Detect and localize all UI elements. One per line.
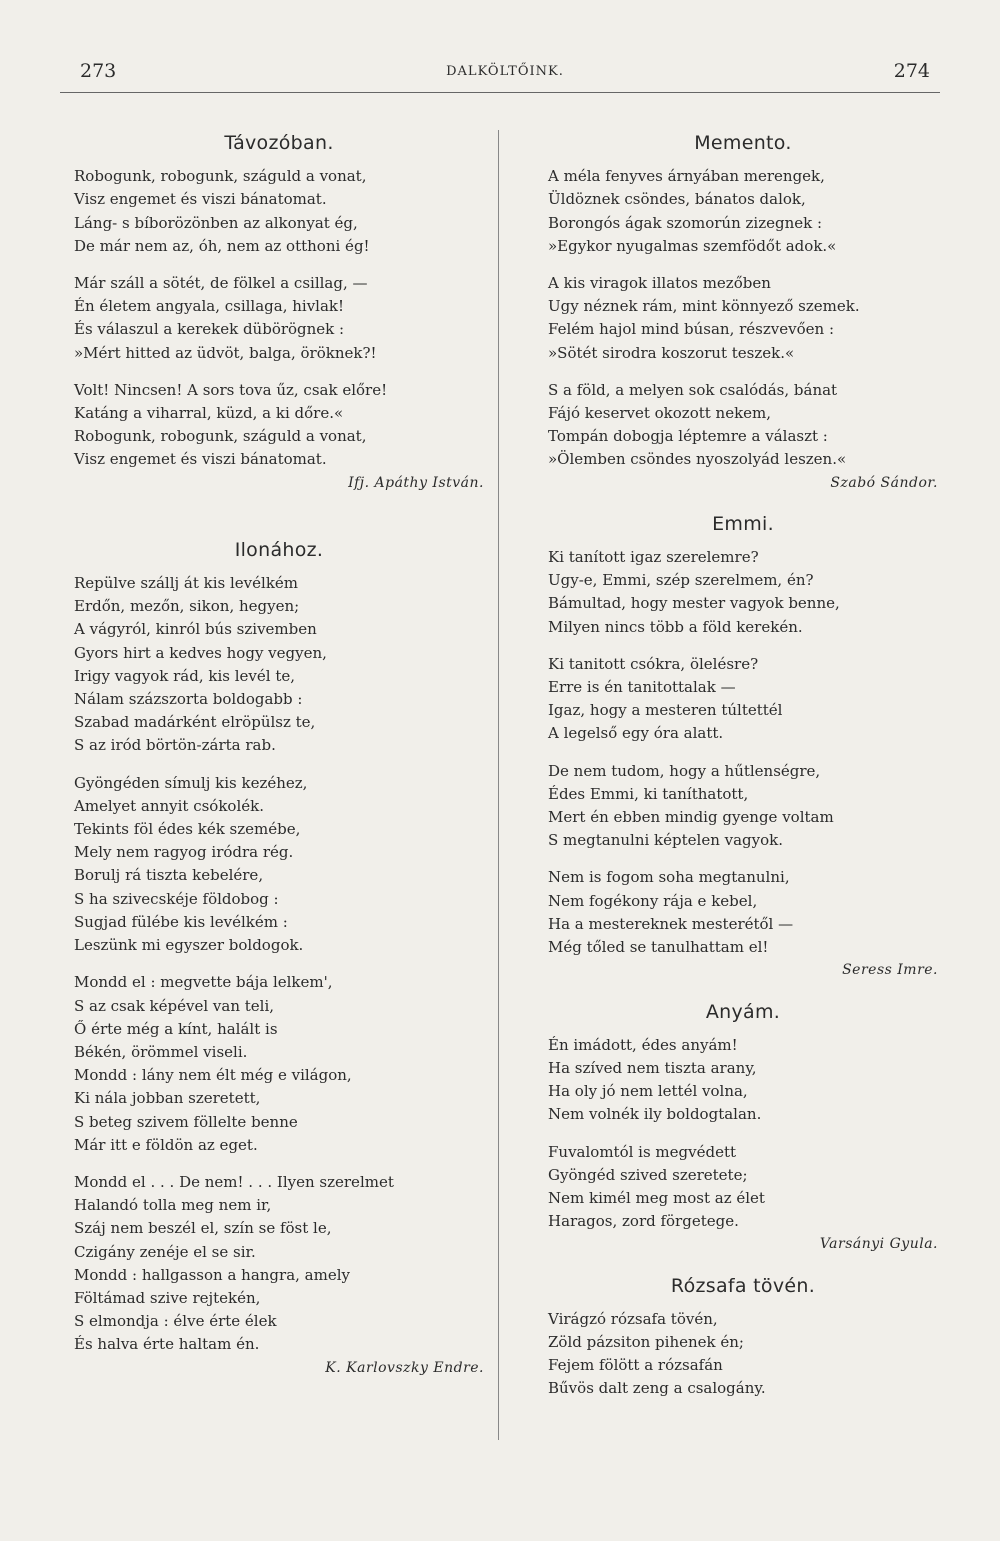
poem-title: Ilonához. [234,538,324,561]
verse-line: Volt! Nincsen! A sors tova űz, csak előre! [74,380,388,399]
verse-line: Fájó keservet okozott nekem, [548,404,772,423]
verse-line: S a föld, a melyen sok csalódás, bánat [548,380,838,399]
page-header [80,58,930,88]
poem [74,132,484,495]
verse-line: S elmondja : élve érte élek [74,1312,277,1331]
verse-line: Amelyet annyit csókolék. [74,796,264,815]
stanza [74,971,484,1157]
stanza [74,379,484,472]
verse-line: Visz engemet és viszi bánatomat. [74,190,327,209]
verse-line: Erdőn, mezőn, sikon, hegyen; [74,597,300,616]
verse-line: Mert én ebben mindig gyenge voltam [548,808,834,827]
poem-title: Anyám. [705,1000,781,1023]
verse-line: Föltámad szive rejtekén, [74,1288,261,1307]
verse-line: Czigány zenéje el se sir. [74,1242,256,1261]
verse-line: Mondd : hallgasson a hangra, amely [74,1265,350,1284]
verse-line: Zöld pázsiton pihenek én; [548,1332,744,1351]
stanza [74,572,484,758]
stanza [548,165,938,258]
verse-line: Ha a mestereknek mesterétől — [548,914,794,933]
verse-line: Láng- s bíborözönben az alkonyat ég, [74,213,358,232]
verse-line: A kis viragok illatos mezőben [548,274,771,293]
stanza [548,760,938,853]
verse-line: Gyöngéd szived szeretete; [548,1165,748,1184]
poem-author: Varsányi Gyula. [819,1236,938,1253]
poem-author: Szabó Sándor. [830,474,938,491]
verse-line: Ki tanított igaz szerelemre? [548,548,759,567]
verse-line: »Egykor nyugalmas szemfödőt adok.« [548,236,837,255]
verse-line: Gyors hirt a kedves hogy vegyen, [74,643,327,662]
verse-line: Mondd : lány nem élt még e világon, [74,1066,352,1085]
stanza [74,772,484,958]
poem [548,1275,938,1401]
verse-line: Már száll a sötét, de fölkel a csillag, — [74,274,368,293]
stanza [548,653,938,746]
verse-line: Leszünk mi egyszer boldogok. [74,936,304,955]
verse-line: Én imádott, édes anyám! [548,1035,738,1054]
verse-line: »Ölemben csöndes nyoszolyád leszen.« [548,450,847,469]
poem-author: Seress Imre. [842,962,938,979]
page-number-left: 273 [80,60,117,82]
verse-line: A méla fenyves árnyában merengek, [548,167,825,186]
verse-line: »Mért hitted az üdvöt, balga, öröknek?! [74,343,377,362]
verse-line: S beteg szivem föllelte benne [74,1112,298,1131]
stanza [548,1141,938,1234]
page-number-right: 274 [893,60,930,82]
stanza [548,379,938,472]
verse-line: Katáng a viharral, küzd, a ki dőre.« [74,404,344,423]
verse-line: De nem tudom, hogy a hűtlenségre, [548,761,821,780]
poem-author: K. Karlovszky Endre. [325,1359,484,1376]
verse-line: És válaszul a kerekek dübörögnek : [74,320,345,339]
verse-line: Nem is fogom soha megtanulni, [548,868,790,887]
verse-line: Igaz, hogy a mesteren túltettél [548,701,783,720]
verse-line: S megtanulni képtelen vagyok. [548,831,784,850]
verse-line: Mondd el : megvette bája lelkem', [74,973,333,992]
poem [548,132,938,495]
verse-line: S az csak képével van teli, [74,996,275,1015]
verse-line: Még tőled se tanulhattam el! [548,938,769,957]
verse-line: Ha szíved nem tiszta arany, [548,1058,757,1077]
poem [548,513,938,983]
verse-line: Milyen nincs több a föld kerekén. [548,617,803,636]
stanza [548,1308,938,1401]
verse-line: »Sötét sirodra koszorut teszek.« [548,343,795,362]
verse-line: A vágyról, kinról bús szivemben [74,620,317,639]
verse-line: Békén, örömmel viseli. [74,1042,248,1061]
verse-line: Nem fogékony rája e kebel, [548,891,758,910]
right-column [548,132,938,1401]
verse-line: Édes Emmi, ki taníthatott, [548,784,749,803]
poem-title: Távozóban. [224,132,334,154]
verse-line: Borulj rá tiszta kebelére, [74,866,264,885]
verse-line: Tompán dobogja léptemre a választ : [548,427,828,446]
stanza [548,1034,938,1127]
verse-line: Mondd el . . . De nem! . . . Ilyen szerelmet [74,1172,394,1191]
verse-line: A legelső egy óra alatt. [548,724,724,743]
verse-line: Nem volnék ily boldogtalan. [548,1105,762,1124]
verse-line: Robogunk, robogunk, száguld a vonat, [74,427,367,446]
verse-line: S ha szivecskéje földobog : [74,889,279,908]
poem [548,1001,938,1257]
verse-line: Én életem angyala, csillaga, hivlak! [74,297,345,316]
stanza [548,546,938,639]
verse-line: Ki nála jobban szeretett, [74,1089,261,1108]
verse-line: Ha oly jó nem lettél volna, [548,1082,748,1101]
poem-author: Ifj. Apáthy István. [348,474,484,491]
verse-line: Virágzó rózsafa tövén, [548,1309,718,1328]
verse-line: Irigy vagyok rád, kis levél te, [74,666,295,685]
verse-line: Ki tanitott csókra, ölelésre? [548,654,759,673]
verse-line: Tekints föl édes kék szemébe, [74,820,301,839]
verse-line: Bűvös dalt zeng a csalogány. [548,1379,766,1398]
poem-title: Rózsafa tövén. [670,1274,816,1297]
verse-line: S az iród börtön-zárta rab. [74,736,276,755]
stanza [74,272,484,365]
verse-line: Haragos, zord förgetege. [548,1212,739,1231]
verse-line: Visz engemet és viszi bánatomat. [74,450,327,469]
verse-line: Borongós ágak szomorún zizegnek : [548,213,823,232]
verse-line: De már nem az, óh, nem az otthoni ég! [74,236,370,255]
stanza [548,866,938,959]
stanza [74,165,484,258]
verse-line: És halva érte haltam én. [74,1335,260,1354]
verse-line: Fuvalomtól is megvédett [548,1142,737,1161]
verse-line: Mely nem ragyog iródra rég. [74,843,294,862]
verse-line: Ő érte még a kínt, halált is [74,1019,278,1038]
verse-line: Nálam százszorta boldogabb : [74,690,303,709]
header-rule [60,92,940,93]
poem [74,539,484,1380]
verse-line: Fejem fölött a rózsafán [548,1356,723,1375]
verse-line: Már itt e földön az eget. [74,1135,258,1154]
poem-title: Memento. [694,132,792,154]
running-title: DALKÖLTŐINK. [446,64,564,79]
verse-line: Sugjad fülébe kis levélkém : [74,912,288,931]
verse-line: Nem kimél meg most az élet [548,1188,765,1207]
poem-title: Emmi. [712,512,774,535]
stanza [548,272,938,365]
verse-line: Ugy néznek rám, mint könnyező szemek. [548,297,860,316]
stanza [74,1171,484,1357]
verse-line: Gyöngéden símulj kis kezéhez, [74,773,308,792]
column-divider [498,130,499,1440]
verse-line: Bámultad, hogy mester vagyok benne, [548,594,840,613]
verse-line: Robogunk, robogunk, száguld a vonat, [74,167,367,186]
verse-line: Száj nem beszél el, szín se föst le, [74,1219,332,1238]
verse-line: Halandó tolla meg nem ir, [74,1196,272,1215]
verse-line: Üldöznek csöndes, bánatos dalok, [548,190,806,209]
left-column [74,132,484,1380]
verse-line: Szabad madárként elröpülsz te, [74,713,316,732]
verse-line: Ugy-e, Emmi, szép szerelmem, én? [548,571,814,590]
verse-line: Erre is én tanitottalak — [548,678,736,697]
verse-line: Repülve szállj át kis levélkém [74,574,299,593]
verse-line: Felém hajol mind búsan, részvevően : [548,320,834,339]
